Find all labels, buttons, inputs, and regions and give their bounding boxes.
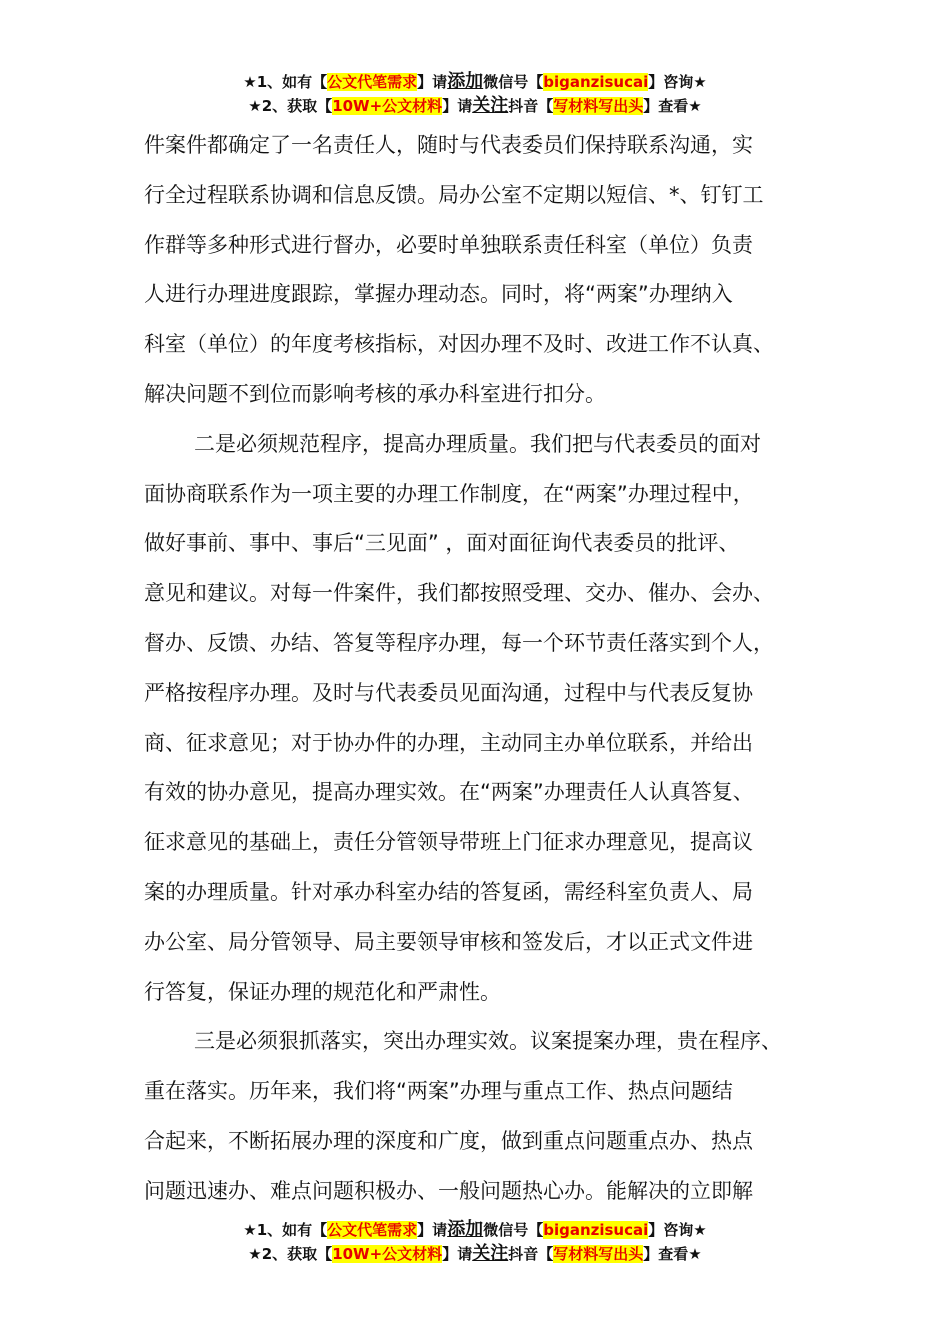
highlight-text: 公文代笔需求	[327, 73, 418, 91]
douyin-id: 写材料写出头	[553, 97, 644, 115]
star-icon: ★	[693, 73, 707, 91]
star-icon: ★	[243, 1221, 257, 1239]
banner-line-1	[0, 70, 950, 94]
text-line: 问题迅速办、难点问题积极办、一般问题热心办。能解决的立即解	[144, 1178, 753, 1203]
banner-text: 微信号【	[483, 73, 544, 91]
banner-text: 1、如有【	[256, 73, 328, 91]
banner-text: 】请	[442, 1245, 473, 1263]
text-line: 意见和建议。对每一件案件，我们都按照受理、交办、催办、会办、	[144, 581, 774, 606]
banner-text: 微信号【	[483, 1221, 544, 1239]
banner-text: 】请	[417, 73, 448, 91]
text-line: 做好事前、事中、事后“三见面” ，面对面征询代表委员的批评、	[144, 531, 740, 556]
star-icon: ★	[248, 1245, 262, 1263]
douyin-id: 写材料写出头	[553, 1245, 644, 1263]
text-line: 作群等多种形式进行督办，必要时单独联系责任科室（单位）负责	[144, 232, 753, 257]
text-line: 二是必须规范程序，提高办理质量。我们把与代表委员的面对	[194, 431, 761, 456]
banner-line-2	[0, 1242, 950, 1266]
banner-text: 】请	[417, 1221, 448, 1239]
star-icon: ★	[688, 1245, 702, 1263]
text-line: 重在落实。历年来，我们将“两案”办理与重点工作、热点问题结	[144, 1079, 733, 1104]
text-line: 严格按程序办理。及时与代表委员见面沟通，过程中与代表反复协	[144, 680, 753, 705]
highlight-text: 公文代笔需求	[327, 1221, 418, 1239]
highlight-text: 10W+公文材料	[332, 97, 443, 115]
text-line: 件案件都确定了一名责任人，随时与代表委员们保持联系沟通，实	[144, 133, 753, 157]
wechat-id: biganzisucai	[543, 1221, 649, 1239]
text-line: 合起来，不断拓展办理的深度和广度，做到重点问题重点办、热点	[144, 1128, 753, 1153]
text-line: 行全过程联系协调和信息反馈。局办公室不定期以短信、*、钉钉工	[144, 182, 764, 207]
highlight-text: 10W+公文材料	[332, 1245, 443, 1263]
banner-text: 2、获取【	[261, 1245, 333, 1263]
banner-line-1	[0, 1218, 950, 1242]
emphasis-text: 添加	[447, 71, 484, 92]
star-icon: ★	[248, 97, 262, 115]
emphasis-text: 关注	[472, 95, 509, 116]
text-line: 面协商联系作为一项主要的办理工作制度，在“两案”办理过程中，	[144, 481, 754, 506]
emphasis-text: 关注	[472, 1243, 509, 1264]
banner-line-2	[0, 94, 950, 118]
text-line: 征求意见的基础上，责任分管领导带班上门征求办理意见，提高议	[144, 830, 753, 855]
text-line: 科室（单位）的年度考核指标，对因办理不及时、改进工作不认真、	[144, 332, 774, 357]
banner-text: 抖音【	[508, 1245, 554, 1263]
text-line: 解决问题不到位而影响考核的承办科室进行扣分。	[144, 381, 606, 406]
banner-text: 】咨询	[648, 73, 694, 91]
banner-text: 1、如有【	[256, 1221, 328, 1239]
banner-text: 2、获取【	[261, 97, 333, 115]
wechat-id: biganzisucai	[543, 73, 649, 91]
paragraph	[144, 1017, 824, 1216]
paragraph	[144, 121, 824, 420]
text-line: 商、征求意见；对于协办件的办理，主动同主办单位联系，并给出	[144, 730, 753, 755]
text-line: 案的办理质量。针对承办科室办结的答复函，需经科室负责人、局	[144, 879, 753, 904]
document-body	[144, 121, 824, 1217]
text-line: 三是必须狠抓落实，突出办理实效。议案提案办理，贵在程序、	[194, 1029, 782, 1054]
text-line: 督办、反馈、办结、答复等程序办理，每一个环节责任落实到个人，	[144, 630, 774, 655]
text-line: 行答复，保证办理的规范化和严肃性。	[144, 979, 501, 1004]
banner-text: 抖音【	[508, 97, 554, 115]
text-line: 办公室、局分管领导、局主要领导审核和签发后，才以正式文件进	[144, 929, 753, 954]
footer-banner	[0, 1218, 950, 1266]
banner-text: 】咨询	[648, 1221, 694, 1239]
star-icon: ★	[243, 73, 257, 91]
text-line: 有效的协办意见，提高办理实效。在“两案”办理责任人认真答复、	[144, 780, 754, 805]
banner-text: 】查看	[643, 97, 689, 115]
star-icon: ★	[688, 97, 702, 115]
emphasis-text: 添加	[447, 1219, 484, 1240]
header-banner	[0, 70, 950, 118]
star-icon: ★	[693, 1221, 707, 1239]
text-line: 人进行办理进度跟踪，掌握办理动态。同时，将“两案”办理纳入	[144, 282, 733, 307]
banner-text: 】请	[442, 97, 473, 115]
banner-text: 】查看	[643, 1245, 689, 1263]
paragraph	[144, 420, 824, 1018]
